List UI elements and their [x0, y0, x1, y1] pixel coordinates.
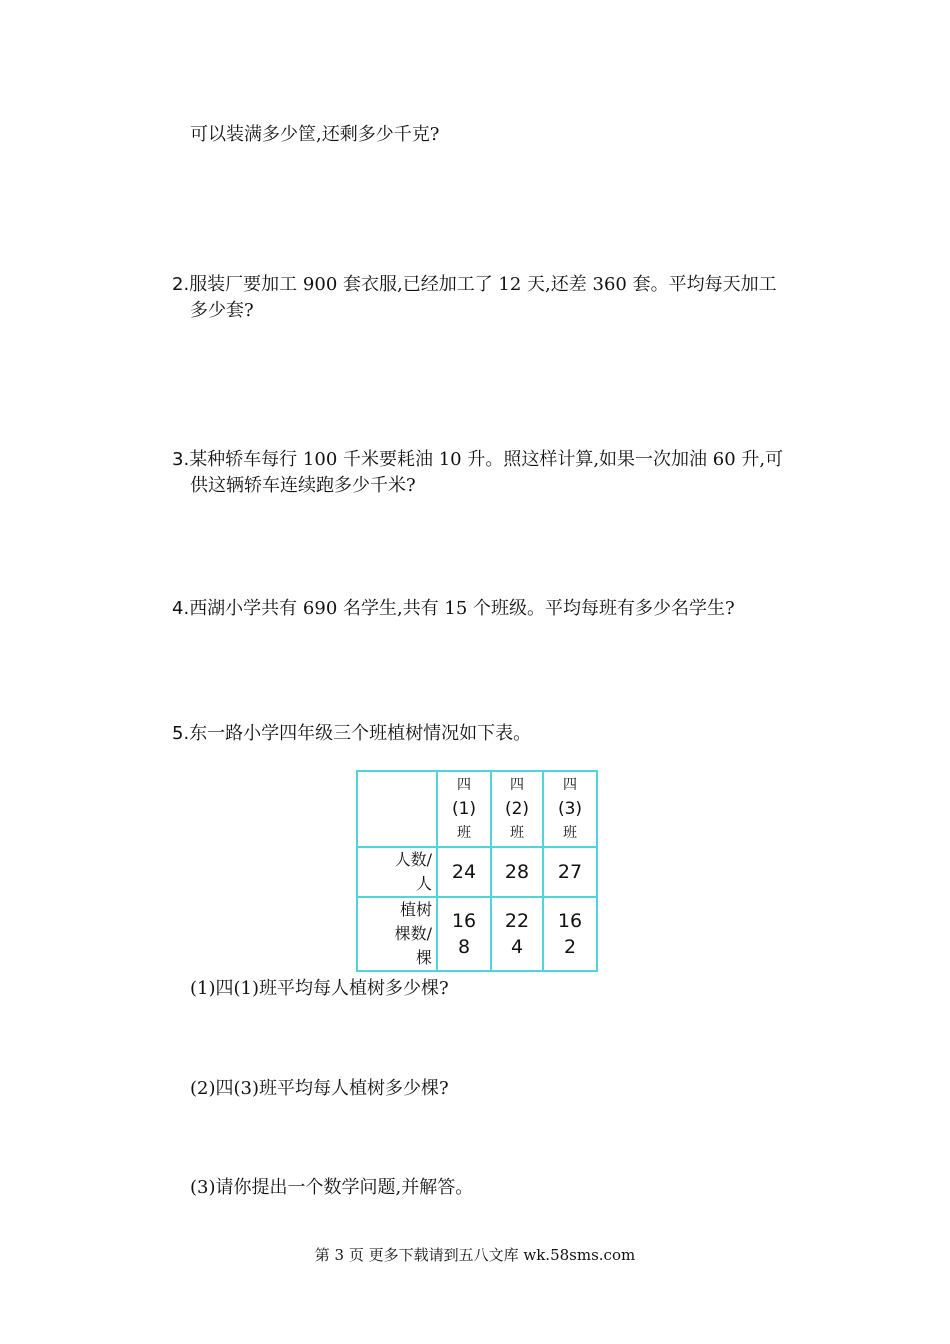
row-label-students-line2: 人	[415, 874, 432, 893]
header-class-2-unit: 班	[510, 825, 524, 841]
trees-class-3-value-line1: 16	[557, 910, 583, 932]
question-4-number: 4.	[172, 598, 190, 619]
question-3-line1	[172, 447, 783, 473]
table-row-students	[357, 847, 597, 897]
sub-question-2: (2)四(3)班平均每人植树多少棵?	[190, 1078, 449, 1099]
question-5-line1	[172, 721, 531, 747]
question-3-line2: 供这辆轿车连续跑多少千米?	[190, 475, 416, 496]
row-label-students-line1: 人数/	[394, 850, 432, 869]
students-class-3-value: 27	[557, 861, 583, 883]
question-4-line1	[172, 596, 735, 622]
question-3-number: 3.	[172, 449, 190, 470]
row-label-trees-line3: 棵	[415, 948, 432, 967]
header-class-3-grade: 四	[563, 777, 577, 793]
question-2-number: 2.	[172, 274, 190, 295]
table-header-row	[357, 771, 597, 847]
row-label-trees-line2: 棵数/	[394, 924, 432, 943]
trees-class-3-value-line2: 2	[563, 936, 577, 958]
row-label-students	[357, 847, 437, 897]
question-5-number: 5.	[172, 723, 190, 744]
trees-class-2-value-line2: 4	[510, 936, 524, 958]
trees-class-2-value-line1: 22	[504, 910, 530, 932]
header-class-3-unit: 班	[563, 825, 577, 841]
row-label-trees	[357, 897, 437, 971]
question-2-line1	[172, 272, 777, 298]
header-class-2-number: (2)	[504, 799, 530, 819]
question-3-text: 某种轿车每行 100 千米要耗油 10 升。照这样计算,如果一次加油 60 升,可	[189, 449, 784, 470]
question-2-text: 服装厂要加工 900 套衣服,已经加工了 12 天,还差 360 套。平均每天加工	[189, 274, 777, 295]
row-label-trees-line1: 植树	[399, 900, 432, 919]
header-class-1	[437, 771, 491, 847]
table-corner-cell	[357, 771, 437, 847]
students-class-1	[437, 847, 491, 897]
intro-text: 可以装满多少筐,还剩多少千克?	[190, 124, 440, 145]
question-5-text: 东一路小学四年级三个班植树情况如下表。	[189, 723, 532, 744]
trees-class-1-value-line2: 8	[457, 936, 471, 958]
students-class-1-value: 24	[451, 861, 477, 883]
trees-class-2	[491, 897, 543, 971]
header-class-1-grade: 四	[457, 777, 471, 793]
question-4-text: 西湖小学共有 690 名学生,共有 15 个班级。平均每班有多少名学生?	[189, 598, 735, 619]
sub-question-1: (1)四(1)班平均每人植树多少棵?	[190, 978, 449, 999]
question-2-line2: 多少套?	[190, 300, 254, 321]
students-class-2-value: 28	[504, 861, 530, 883]
header-class-2-grade: 四	[510, 777, 524, 793]
trees-class-1	[437, 897, 491, 971]
table-row-trees	[357, 897, 597, 971]
trees-class-3	[543, 897, 597, 971]
header-class-3-number: (3)	[557, 799, 583, 819]
students-class-3	[543, 847, 597, 897]
header-class-2	[491, 771, 543, 847]
tree-planting-table	[356, 770, 598, 972]
sub-question-3: (3)请你提出一个数学问题,并解答。	[190, 1177, 474, 1198]
header-class-1-number: (1)	[451, 799, 477, 819]
page-footer: 第 3 页 更多下载请到五八文库 wk.58sms.com	[314, 1246, 636, 1264]
students-class-2	[491, 847, 543, 897]
trees-class-1-value-line1: 16	[451, 910, 477, 932]
header-class-1-unit: 班	[457, 825, 471, 841]
header-class-3	[543, 771, 597, 847]
